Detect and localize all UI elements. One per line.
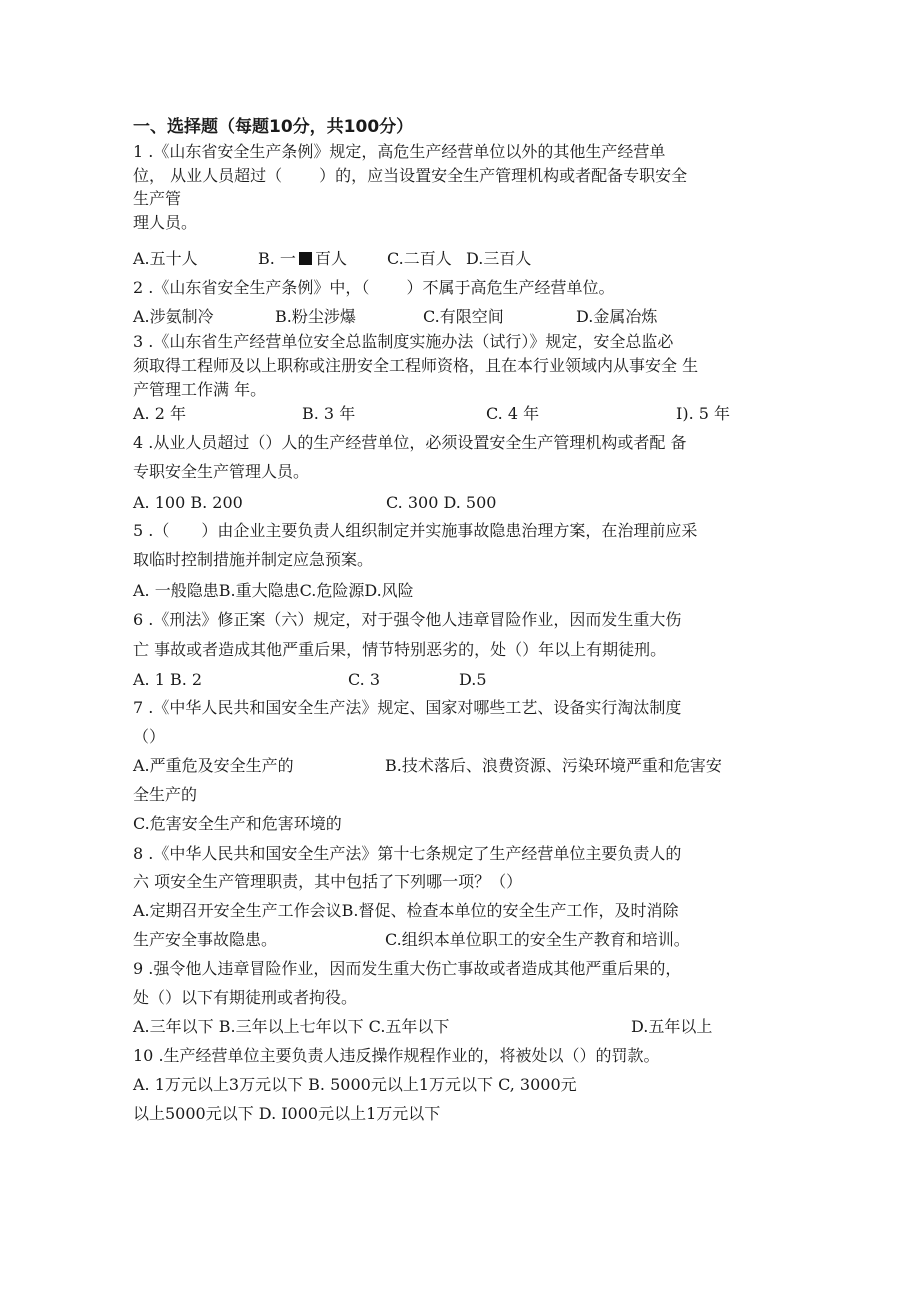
question-6-line-1: 6 .《刑法》修正案（六）规定，对于强令他人违章冒险作业，因而发生重大伤 [133,610,682,629]
question-1-line-1: 1 .《山东省安全生产条例》规定，高危生产经营单位以外的其他生产经营单 [133,142,666,161]
question-6-option-c: C. 3 [348,670,381,689]
question-1-option-c: C.二百人 [387,249,452,268]
question-10-options-line-1: A. 1万元以上3万元以下 B. 5000元以上1万元以下 C, 3000元 [133,1075,577,1094]
question-3-option-b: B. 3 年 [302,404,356,423]
question-7-option-c: C.危害安全生产和危害环境的 [133,814,342,833]
question-8-option-b-continued: 生产安全事故隐患。 [133,930,278,949]
question-7-line-2: （） [133,727,166,746]
question-6-option-d: D.5 [459,670,487,689]
question-8-options-ab: A.定期召开安全生产工作会议B.督促、检查本单位的安全生产工作，及时消除 [133,901,679,920]
question-1-option-b [258,249,347,269]
question-1-line-4: 理人员。 [133,213,198,232]
question-3-option-a: A. 2 年 [133,404,186,423]
question-2-line-1: 2 .《山东省安全生产条例》中，（ ）不属于高危生产经营单位。 [133,278,615,297]
question-6-options-ab: A. 1 B. 2 [133,670,203,689]
question-3-line-3: 产管理工作满 年。 [133,380,267,399]
question-2-option-a: A.涉氨制冷 [133,307,214,326]
question-1-line-2: 位， 从业人员超过（ ）的，应当设置安全生产管理机构或者配备专职安全 [133,166,688,185]
question-4-options-cd: C. 300 D. 500 [386,493,497,512]
question-7-line-1: 7 .《中华人民共和国安全生产法》规定、国家对哪些工艺、设备实行淘汰制度 [133,698,682,717]
option-b-suffix: 百人 [314,249,347,268]
option-b-prefix: B. 一 [258,249,296,268]
question-1-line-3: 生产管 [133,189,182,208]
question-4-options-ab: A. 100 B. 200 [133,493,243,512]
question-4-line-1: 4 .从业人员超过（）人的生产经营单位，必须设置安全生产管理机构或者配 备 [133,433,687,452]
question-6-line-2: 亡 事故或者造成其他严重后果，情节特别恶劣的，处（）年以上有期徒刑。 [133,640,667,659]
question-5-line-2: 取临时控制措施并制定应急预案。 [133,550,374,569]
question-4-line-2: 专职安全生产管理人员。 [133,462,310,481]
question-5-options: A. 一般隐患B.重大隐患C.危险源D.风险 [133,581,414,600]
question-5-line-1: 5 .（ ）由企业主要负责人组织制定并实施事故隐患治理方案，在治理前应采 [133,521,698,540]
question-2-option-c: C.有限空间 [423,307,504,326]
question-9-line-1: 9 .强令他人违章冒险作业，因而发生重大伤亡事故或者造成其他严重后果的， [133,959,682,978]
question-9-option-d: D.五年以上 [631,1017,713,1036]
question-3-option-d: I). 5 年 [676,404,731,423]
black-square-icon [299,252,312,265]
question-2-option-d: D.金属冶炼 [576,307,658,326]
question-8-option-c: C.组织本单位职工的安全生产教育和培训。 [385,930,690,949]
question-7-option-b-continued: 全生产的 [133,785,198,804]
question-3-option-c: C. 4 年 [486,404,540,423]
question-8-line-2: 六 项安全生产管理职责，其中包括了下列哪一项？（） [133,872,523,891]
question-7-option-b: B.技术落后、浪费资源、污染环境严重和危害安 [385,756,722,775]
question-1-option-d: D.三百人 [466,249,532,268]
question-2-option-b: B.粉尘涉爆 [275,307,356,326]
question-3-line-2: 须取得工程师及以上职称或注册安全工程师资格，且在本行业领域内从事安全 生 [133,356,699,375]
question-8-line-1: 8 .《中华人民共和国安全生产法》第十七条规定了生产经营单位主要负责人的 [133,844,682,863]
question-10-line-1: 10 .生产经营单位主要负责人违反操作规程作业的，将被处以（）的罚款。 [133,1046,660,1065]
question-10-options-line-2: 以上5000元以下 D. I000元以上1万元以下 [133,1104,441,1123]
question-3-line-1: 3 .《山东省生产经营单位安全总监制度实施办法（试行）》规定，安全总监必 [133,332,674,351]
question-7-option-a: A.严重危及安全生产的 [133,756,294,775]
question-9-line-2: 处（）以下有期徒刑或者拘役。 [133,988,358,1007]
section-title: 一、选择题（每题10分，共100分） [133,117,414,137]
question-9-options-abc: A.三年以下 B.三年以上七年以下 C.五年以下 [133,1017,450,1036]
question-1-option-a: A.五十人 [133,249,198,268]
